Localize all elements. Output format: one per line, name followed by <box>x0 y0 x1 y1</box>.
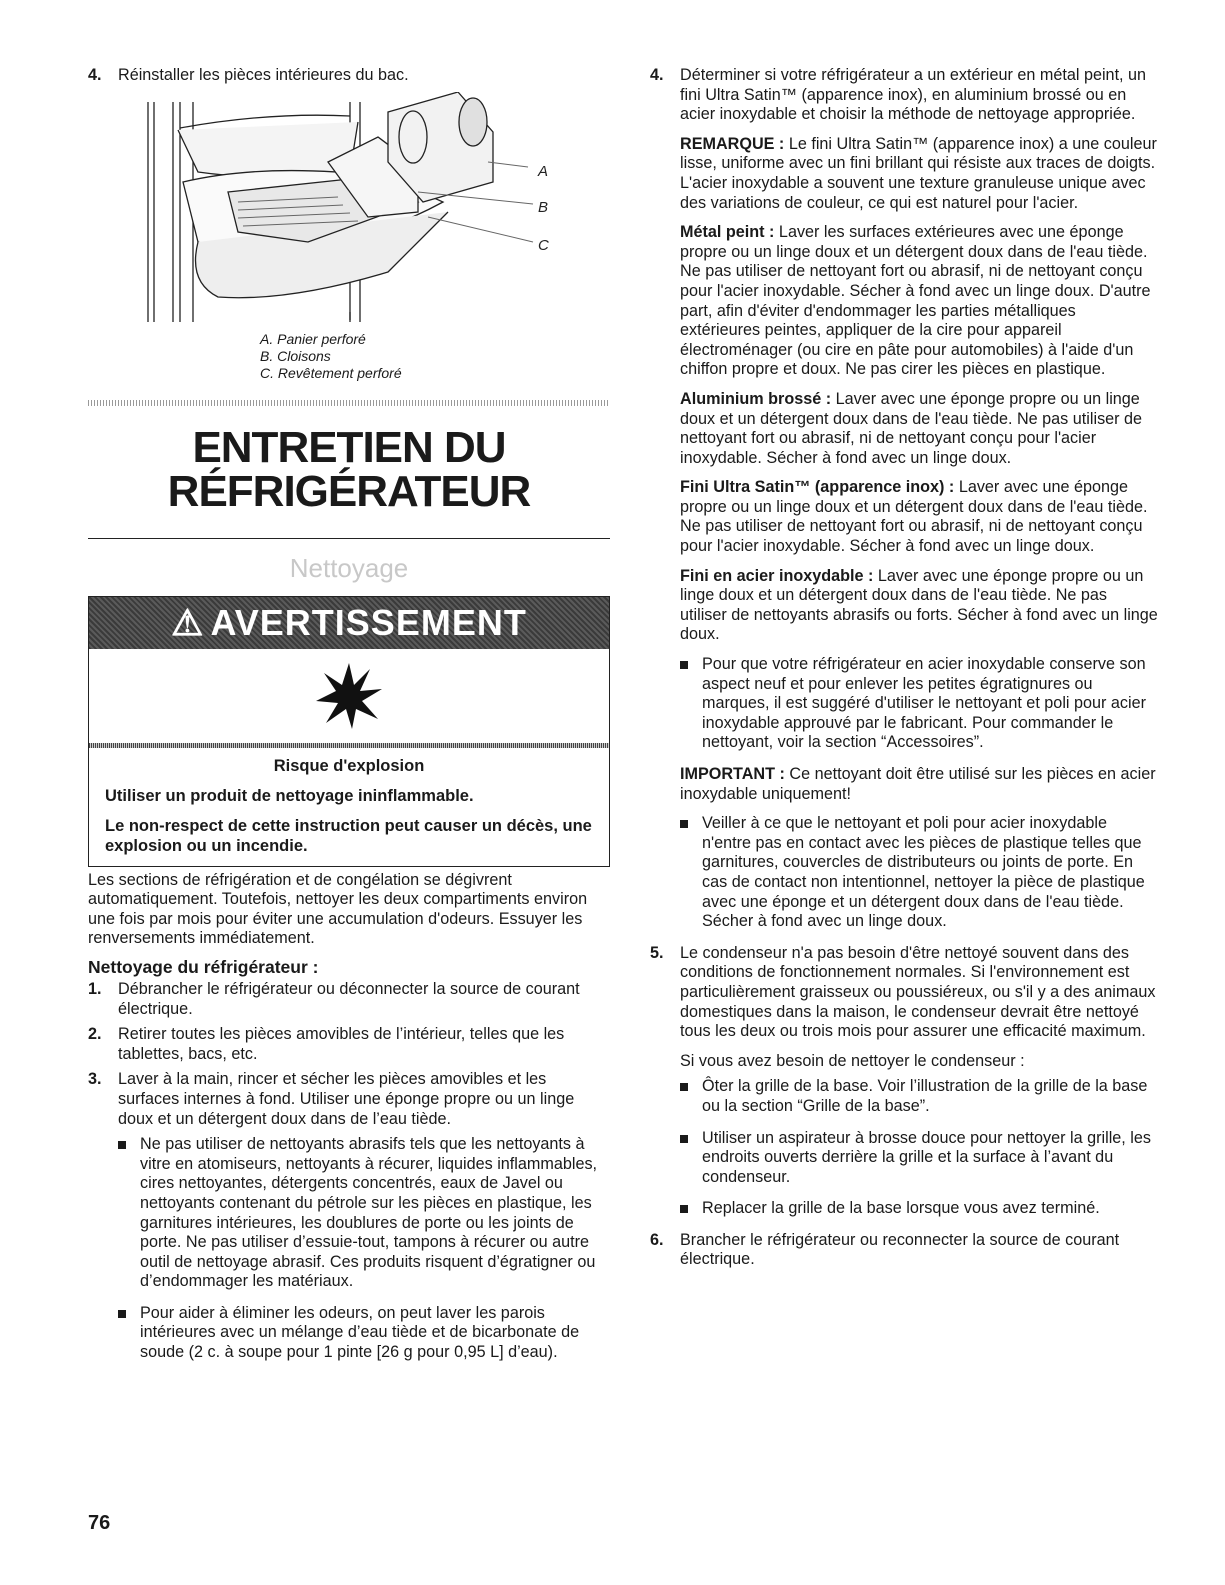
caption-c: C. Revêtement perforé <box>260 364 402 381</box>
cleaning-heading: Nettoyage du réfrigérateur : <box>88 956 319 977</box>
step-text: Débrancher le réfrigérateur ou déconnecter la source de courant électrique. <box>118 979 580 1018</box>
step-text: Déterminer si votre réfrigérateur a un extérieur en métal peint, un fini Ultra Satin™ (apparence inox), en aluminium brossé ou en acier inoxydable et choisir la méthode de nettoyage appropriée. <box>680 66 1147 124</box>
brushed-aluminum-text: Laver avec une éponge propre ou un linge doux et un détergent doux dans de l'eau tiède. Ne pas utiliser de nettoyant fort ou abrasif, ni de nettoyant conçu pour l'acier inoxydable. Sécher à fond avec un linge doux. <box>680 389 1143 467</box>
painted-metal-text: Laver les surfaces extérieures avec une éponge propre ou un linge doux et un détergent doux dans de l'eau tiède. Ne pas utiliser de nettoyant fort ou abrasif, ni de nettoyant conçu pour l'acier inoxydable. Sécher à fond avec un linge doux. D'autre part, afin d'éviter d'endommager les parties métalliques extérieures peintes, appliquer de la cire pour appareil électroménager (ou cire en pâte pour automobiles) à l'aide d'un chiffon propre et doux. Ne pas cirer les pièces en plastique. <box>680 223 1151 379</box>
dotted-divider <box>88 400 610 406</box>
warning-triangle-icon: ⚠ <box>171 601 205 643</box>
right-column <box>650 66 1158 1276</box>
step-number: 3. <box>88 1070 102 1089</box>
stainless-text: Laver avec une éponge propre ou un linge doux et un détergent doux dans de l'eau tiède. Ne pas utiliser de nettoyants abrasifs ou forts. Sécher à fond avec un linge doux. <box>680 566 1158 644</box>
step-number: 6. <box>650 1230 664 1249</box>
caption-b: B. Cloisons <box>260 347 331 364</box>
painted-metal-label: Métal peint : <box>680 223 775 242</box>
crisper-drawing <box>88 92 610 322</box>
bullet-plastic-contact: Veiller à ce que le nettoyant et poli pour acier inoxydable n'entre pas en contact avec les pièces de plastique telles que garnitures, couvercles de distributeurs ou joints de porte. En cas de contact non intentionnel, nettoyer la pièce de plastique avec une éponge et un détergent doux dans de l'eau tiède. Sécher à fond avec un linge doux. <box>650 814 1158 932</box>
bullet-abrasives: Ne pas utiliser de nettoyants abrasifs tels que les nettoyants à vitre en atomiseurs, nettoyants à récurer, liquides inflammables, cires nettoyantes, détergents concentrés, eaux de Javel ou nettoyants contenant du pétrole sur les pièces en plastique, les garnitures intérieures, les doublures de porte ou les joints de porte. Ne pas utiliser d’essuie-tout, tampons à récurer ou autre outil de nettoyage abrasif. Ces produits risquent d’égratigner ou d’endommager les matériaux. <box>88 1135 610 1292</box>
intro-paragraph: Les sections de réfrigération et de congélation se dégivrent automatiquement. Toutefois, nettoyer les deux compartiments environ une fois par mois pour éviter une accumulation d'odeurs. Essuyer les renversements immédiatement. <box>88 870 588 948</box>
step-text: Laver à la main, rincer et sécher les pièces amovibles et les surfaces internes à fond. Utiliser une éponge propre ou un linge doux et un détergent doux dans de l’eau tiède. <box>118 1070 575 1128</box>
brushed-aluminum-label: Aluminium brossé : <box>680 389 832 408</box>
warning-line-2: Le non-respect de cette instruction peut causer un décès, une explosion ou un incendie. <box>105 816 592 855</box>
stainless-paragraph <box>650 567 1158 645</box>
remarque-label: REMARQUE : <box>680 134 785 153</box>
important-text: Ce nettoyant doit être utilisé sur les pièces en acier inoxydable uniquement! <box>680 765 1156 803</box>
brushed-aluminum-paragraph <box>650 390 1158 468</box>
callout-c: C <box>538 236 549 254</box>
step-number: 2. <box>88 1025 102 1044</box>
bullet-replace-grille: Replacer la grille de la base lorsque vous avez terminé. <box>650 1199 1158 1219</box>
important-paragraph <box>650 765 1158 804</box>
warning-box <box>88 596 610 867</box>
step-text: Brancher le réfrigérateur ou reconnecter la source de courant électrique. <box>680 1230 1120 1269</box>
explosion-icon <box>89 649 609 743</box>
ultra-satin-text: Laver avec une éponge propre ou un linge doux et un détergent doux dans de l'eau tiède. Ne pas utiliser de nettoyant fort ou abrasif, ni de nettoyant conçu pour l'acier inoxydable. Sécher à fond avec un linge doux. <box>680 478 1148 556</box>
section-title <box>88 422 610 516</box>
exterior-step <box>650 66 1158 125</box>
callout-b: B <box>538 198 549 216</box>
warning-body <box>89 748 609 866</box>
step-number: 4. <box>88 66 102 84</box>
title-line-2: RÉFRIGÉRATEUR <box>167 466 531 516</box>
reinstall-step <box>88 66 610 86</box>
ultra-satin-label: Fini Ultra Satin™ (apparence inox) : <box>680 478 955 497</box>
step-number: 1. <box>88 979 102 998</box>
left-column <box>88 66 610 1375</box>
step-number: 5. <box>650 943 664 962</box>
bullet-odors: Pour aider à éliminer les odeurs, on peut laver les parois intérieures avec un mélange d’eau tiède et de bicarbonate de soude (2 c. à soupe pour 1 pinte [26 g pour 0,95 L] d’eau). <box>88 1304 610 1363</box>
crisper-illustration <box>88 92 610 382</box>
step-text: Le condenseur n'a pas besoin d'être nettoyé souvent dans des conditions de fonctionnement normales. Si l'environnement est particulièrement graisseux ou poussiéreux, ou s'il y a des animaux domestiques dans la maison, le condenseur devrait être nettoyé tous les deux ou trois mois pour assurer une efficacité maximum. <box>680 943 1156 1041</box>
remarque-paragraph <box>650 135 1158 213</box>
page-number: 76 <box>88 1512 111 1534</box>
ultra-satin-paragraph <box>650 478 1158 556</box>
remarque-text: Le fini Ultra Satin™ (apparence inox) a une couleur lisse, uniforme avec un fini brillant qui résiste aux traces de doigts. L'acier inoxydable a souvent une texture granuleuse unique avec des variations de couleur, ce qui est naturel pour l'acier. <box>680 134 1157 212</box>
important-label: IMPORTANT : <box>680 765 785 783</box>
title-line-1: ENTRETIEN DU <box>192 422 506 472</box>
step-2 <box>88 1025 610 1064</box>
step-1 <box>88 980 610 1019</box>
warning-line-1: Utiliser un produit de nettoyage ininflammable. <box>105 786 474 805</box>
bullet-remove-grille: Ôter la grille de la base. Voir l’illustration de la grille de la base ou la section “Grille de la base”. <box>650 1077 1158 1116</box>
step-6 <box>650 1231 1158 1270</box>
warning-header-label: AVERTISSEMENT <box>210 601 527 643</box>
step-3 <box>88 1070 610 1129</box>
warning-header <box>89 597 609 649</box>
painted-metal-paragraph <box>650 223 1158 380</box>
bullet-stainless-cleaner: Pour que votre réfrigérateur en acier inoxydable conserve son aspect neuf et pour enlever les petites égratignures ou marques, il est suggéré d'utiliser le nettoyant et poli pour acier inoxydable approuvé par le fabricant. Pour commander le nettoyant, voir la section “Accessoires”. <box>650 655 1158 753</box>
step-text: Retirer toutes les pièces amovibles de l’intérieur, telles que les tablettes, bacs, etc. <box>118 1025 565 1063</box>
step-text: Réinstaller les pièces intérieures du bac. <box>118 66 409 84</box>
stainless-label: Fini en acier inoxydable : <box>680 566 874 585</box>
caption-a: A. Panier perforé <box>260 330 366 347</box>
condenser-intro: Si vous avez besoin de nettoyer le condenseur : <box>680 1051 1025 1070</box>
bullet-vacuum: Utiliser un aspirateur à brosse douce pour nettoyer la grille, les endroits ouverts derrière la grille et la surface à l’avant du condenseur. <box>650 1129 1158 1188</box>
step-5 <box>650 944 1158 1042</box>
step-number: 4. <box>650 66 664 84</box>
figure-caption <box>260 331 610 382</box>
warning-risk: Risque d'explosion <box>273 756 425 775</box>
subsection-title: Nettoyage <box>289 552 409 583</box>
callout-a: A <box>538 162 549 180</box>
title-rule <box>88 538 610 539</box>
